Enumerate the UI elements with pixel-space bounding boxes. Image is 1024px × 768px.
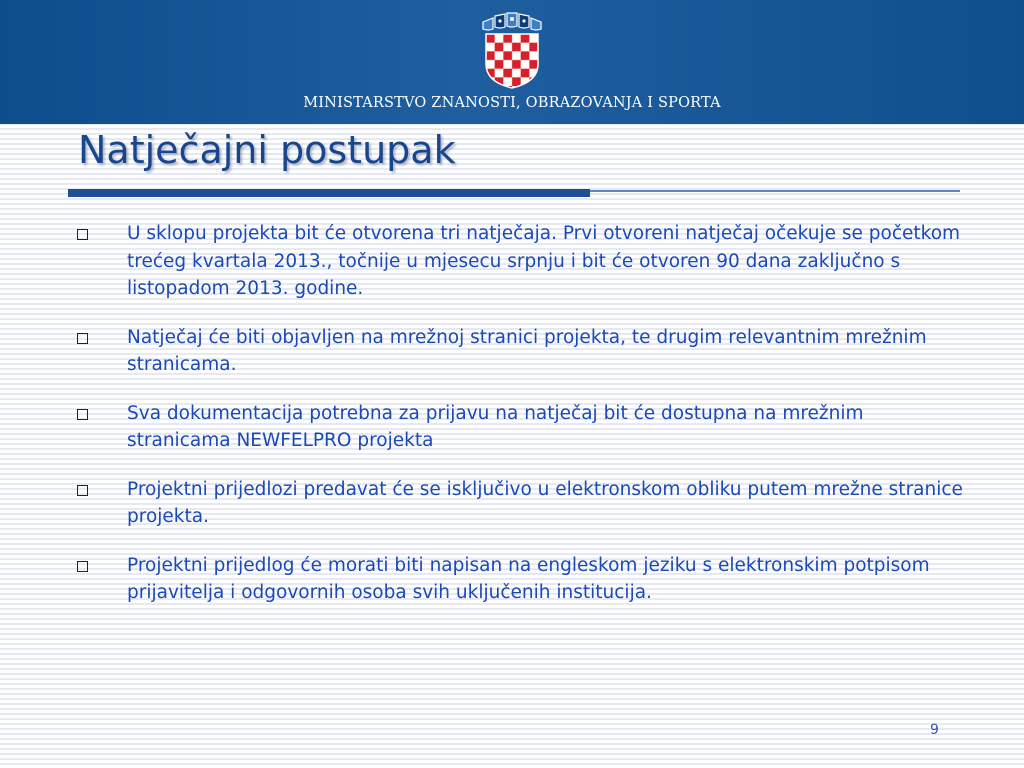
square-bullet-icon [77, 485, 88, 496]
square-bullet-icon [77, 409, 88, 420]
page-number: 9 [930, 722, 939, 738]
bullet-text: Natječaj će biti objavljen na mrežnoj stranici projekta, te drugim relevantnim mrežnim stranicama. [127, 326, 927, 375]
ministry-header-band [0, 0, 1024, 124]
bullet-text: Projektni prijedlozi predavat će se isključivo u elektronskom obliku putem mrežne stranice projekta. [127, 478, 963, 527]
croatian-coat-of-arms-icon [480, 8, 544, 90]
ministry-name: MINISTARSTVO ZNANOSTI, OBRAZOVANJA I SPORTA [303, 95, 721, 111]
list-item [72, 324, 972, 379]
title-underline-thin [590, 190, 960, 192]
bullet-text: Sva dokumentacija potrebna za prijavu na natječaj bit će dostupna na mrežnim stranicama NEWFELPRO projekta [127, 402, 864, 451]
bullet-list [72, 220, 972, 628]
square-bullet-icon [77, 561, 88, 572]
list-item [72, 220, 972, 303]
list-item [72, 552, 972, 607]
bullet-text: Projektni prijedlog će morati biti napisan na engleskom jeziku s elektronskim potpisom prijavitelja i odgovornih osoba svih uključenih institucija. [127, 554, 930, 603]
square-bullet-icon [77, 229, 88, 240]
list-item [72, 476, 972, 531]
slide-title: Natječajni postupak [78, 128, 456, 172]
bullet-text: U sklopu projekta bit će otvorena tri natječaja. Prvi otvoreni natječaj očekuje se početkom trećeg kvartala 2013., točnije u mjesecu srpnju i bit će otvoren 90 dana zaključno s listopadom 2013. godine. [127, 223, 961, 299]
list-item [72, 400, 972, 455]
title-underline-thick [68, 189, 590, 197]
square-bullet-icon [77, 333, 88, 344]
